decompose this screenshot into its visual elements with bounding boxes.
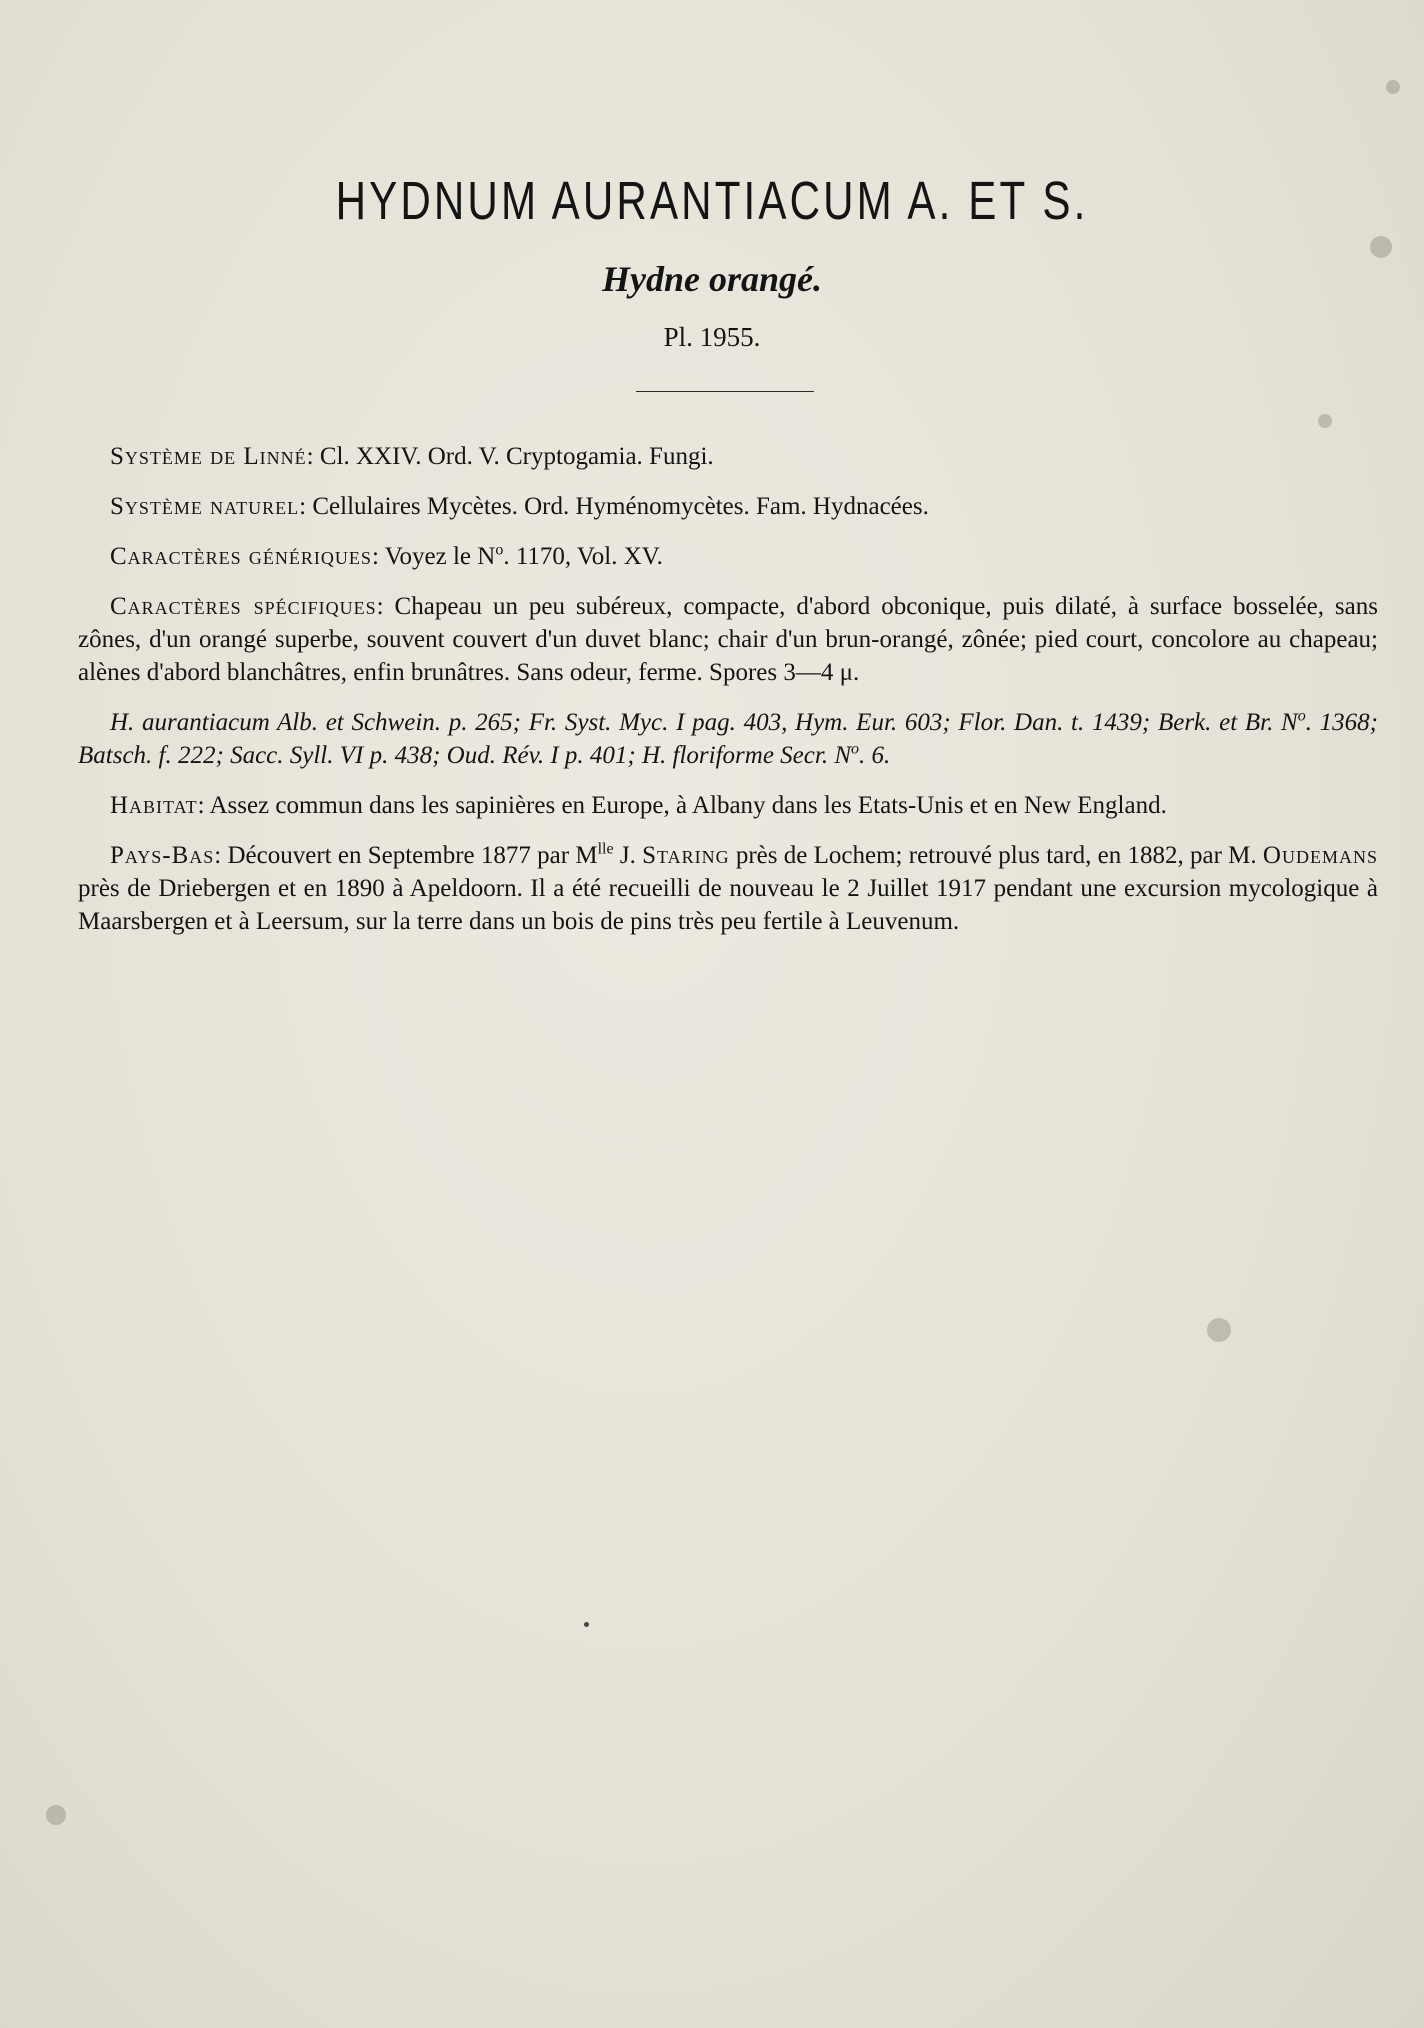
paper-blemish <box>1386 80 1400 94</box>
superscript: o <box>851 740 859 758</box>
plate-number: Pl. 1955. <box>663 322 761 352</box>
superscript: o <box>1297 707 1306 725</box>
label-habitat: Habitat <box>110 792 198 819</box>
person-name-oudemans: Oudemans <box>1262 842 1378 869</box>
superscript: o <box>495 541 504 559</box>
paragraph-generiques <box>78 540 1378 573</box>
paragraph-linne <box>78 440 1378 473</box>
text-habitat: Assez commun dans les sapinières en Europe, à Albany dans les Etats-Unis et en New England. <box>209 792 1167 819</box>
text-pays-bas-1: Découvert en Septembre 1877 par M <box>227 842 598 869</box>
references-part-1: H. aurantiacum Alb. et Schwein. p. 265; Fr. Syst. Myc. I pag. 403, Hym. Eur. 603; Flor. Dan. t. 1439; Berk. et Br. N <box>110 709 1298 736</box>
separator: : <box>376 593 395 620</box>
separator: : <box>371 543 385 570</box>
text-naturel: Cellulaires Mycètes. Ord. Hyménomycètes. Fam. Hydnacées. <box>312 493 929 520</box>
paper-blemish <box>1207 1318 1231 1342</box>
page-subtitle: Hydne orangé. <box>602 259 822 299</box>
paper-blemish <box>46 1805 66 1825</box>
label-generiques: Caractères génériques <box>110 543 372 570</box>
page-title: HYDNUM AURANTIACUM A. ET S. <box>335 171 1089 231</box>
references-part-3: . 6. <box>859 742 891 769</box>
paragraph-habitat <box>78 789 1378 822</box>
label-specifiques: Caractères spécifiques <box>110 593 377 620</box>
text-pays-bas-4: près de Driebergen et en 1890 à Apeldoorn. Il a été recueilli de nouveau le 2 Juillet 1917 pendant une excursion mycologique à Maarsbergen et à Leersum, sur la terre dans un bois de pins très peu fertile à Leuvenum. <box>78 875 1378 935</box>
text-generiques-b: . 1170, Vol. XV. <box>503 543 663 570</box>
label-pays-bas: Pays-Bas <box>110 842 215 869</box>
separator: : <box>299 493 313 520</box>
paper-blemish <box>1318 414 1332 428</box>
text-generiques-a: Voyez le N <box>384 543 496 570</box>
separator: : <box>197 792 210 819</box>
paragraph-specifiques <box>78 590 1378 689</box>
paper-blemish <box>584 1622 589 1627</box>
text-pays-bas-2: J. <box>613 842 643 869</box>
label-linne: Système de Linné <box>110 443 307 470</box>
paragraph-naturel <box>78 490 1378 523</box>
paper-blemish <box>1370 236 1392 258</box>
label-naturel: Système naturel <box>110 493 300 520</box>
superscript: lle <box>597 840 614 858</box>
separator: : <box>306 443 320 470</box>
separator: : <box>214 842 228 869</box>
title-divider <box>636 391 814 392</box>
text-linne: Cl. XXIV. Ord. V. Cryptogamia. Fungi. <box>319 443 714 470</box>
paragraph-pays-bas <box>78 839 1378 938</box>
document-body <box>78 440 1378 955</box>
text-specifiques: Chapeau un peu subéreux, compacte, d'abord obconique, puis dilaté, à surface bosselée, sans zônes, d'un orangé superbe, souvent couvert d'un duvet blanc; chair d'un brun-orangé, zônée; pied court, concolore au chapeau; alènes d'abord blanchâtres, enfin brunâtres. Sans odeur, ferme. Spores 3—4 μ. <box>78 593 1378 686</box>
references-part-2: . 1368; Batsch. f. 222; Sacc. Syll. VI p. 438; Oud. Rév. I p. 401; H. floriforme Secr. N <box>78 709 1378 769</box>
person-name-staring: Staring <box>642 842 730 869</box>
paragraph-references <box>78 706 1378 772</box>
text-pays-bas-3: près de Lochem; retrouvé plus tard, en 1882, par M. <box>729 842 1263 869</box>
